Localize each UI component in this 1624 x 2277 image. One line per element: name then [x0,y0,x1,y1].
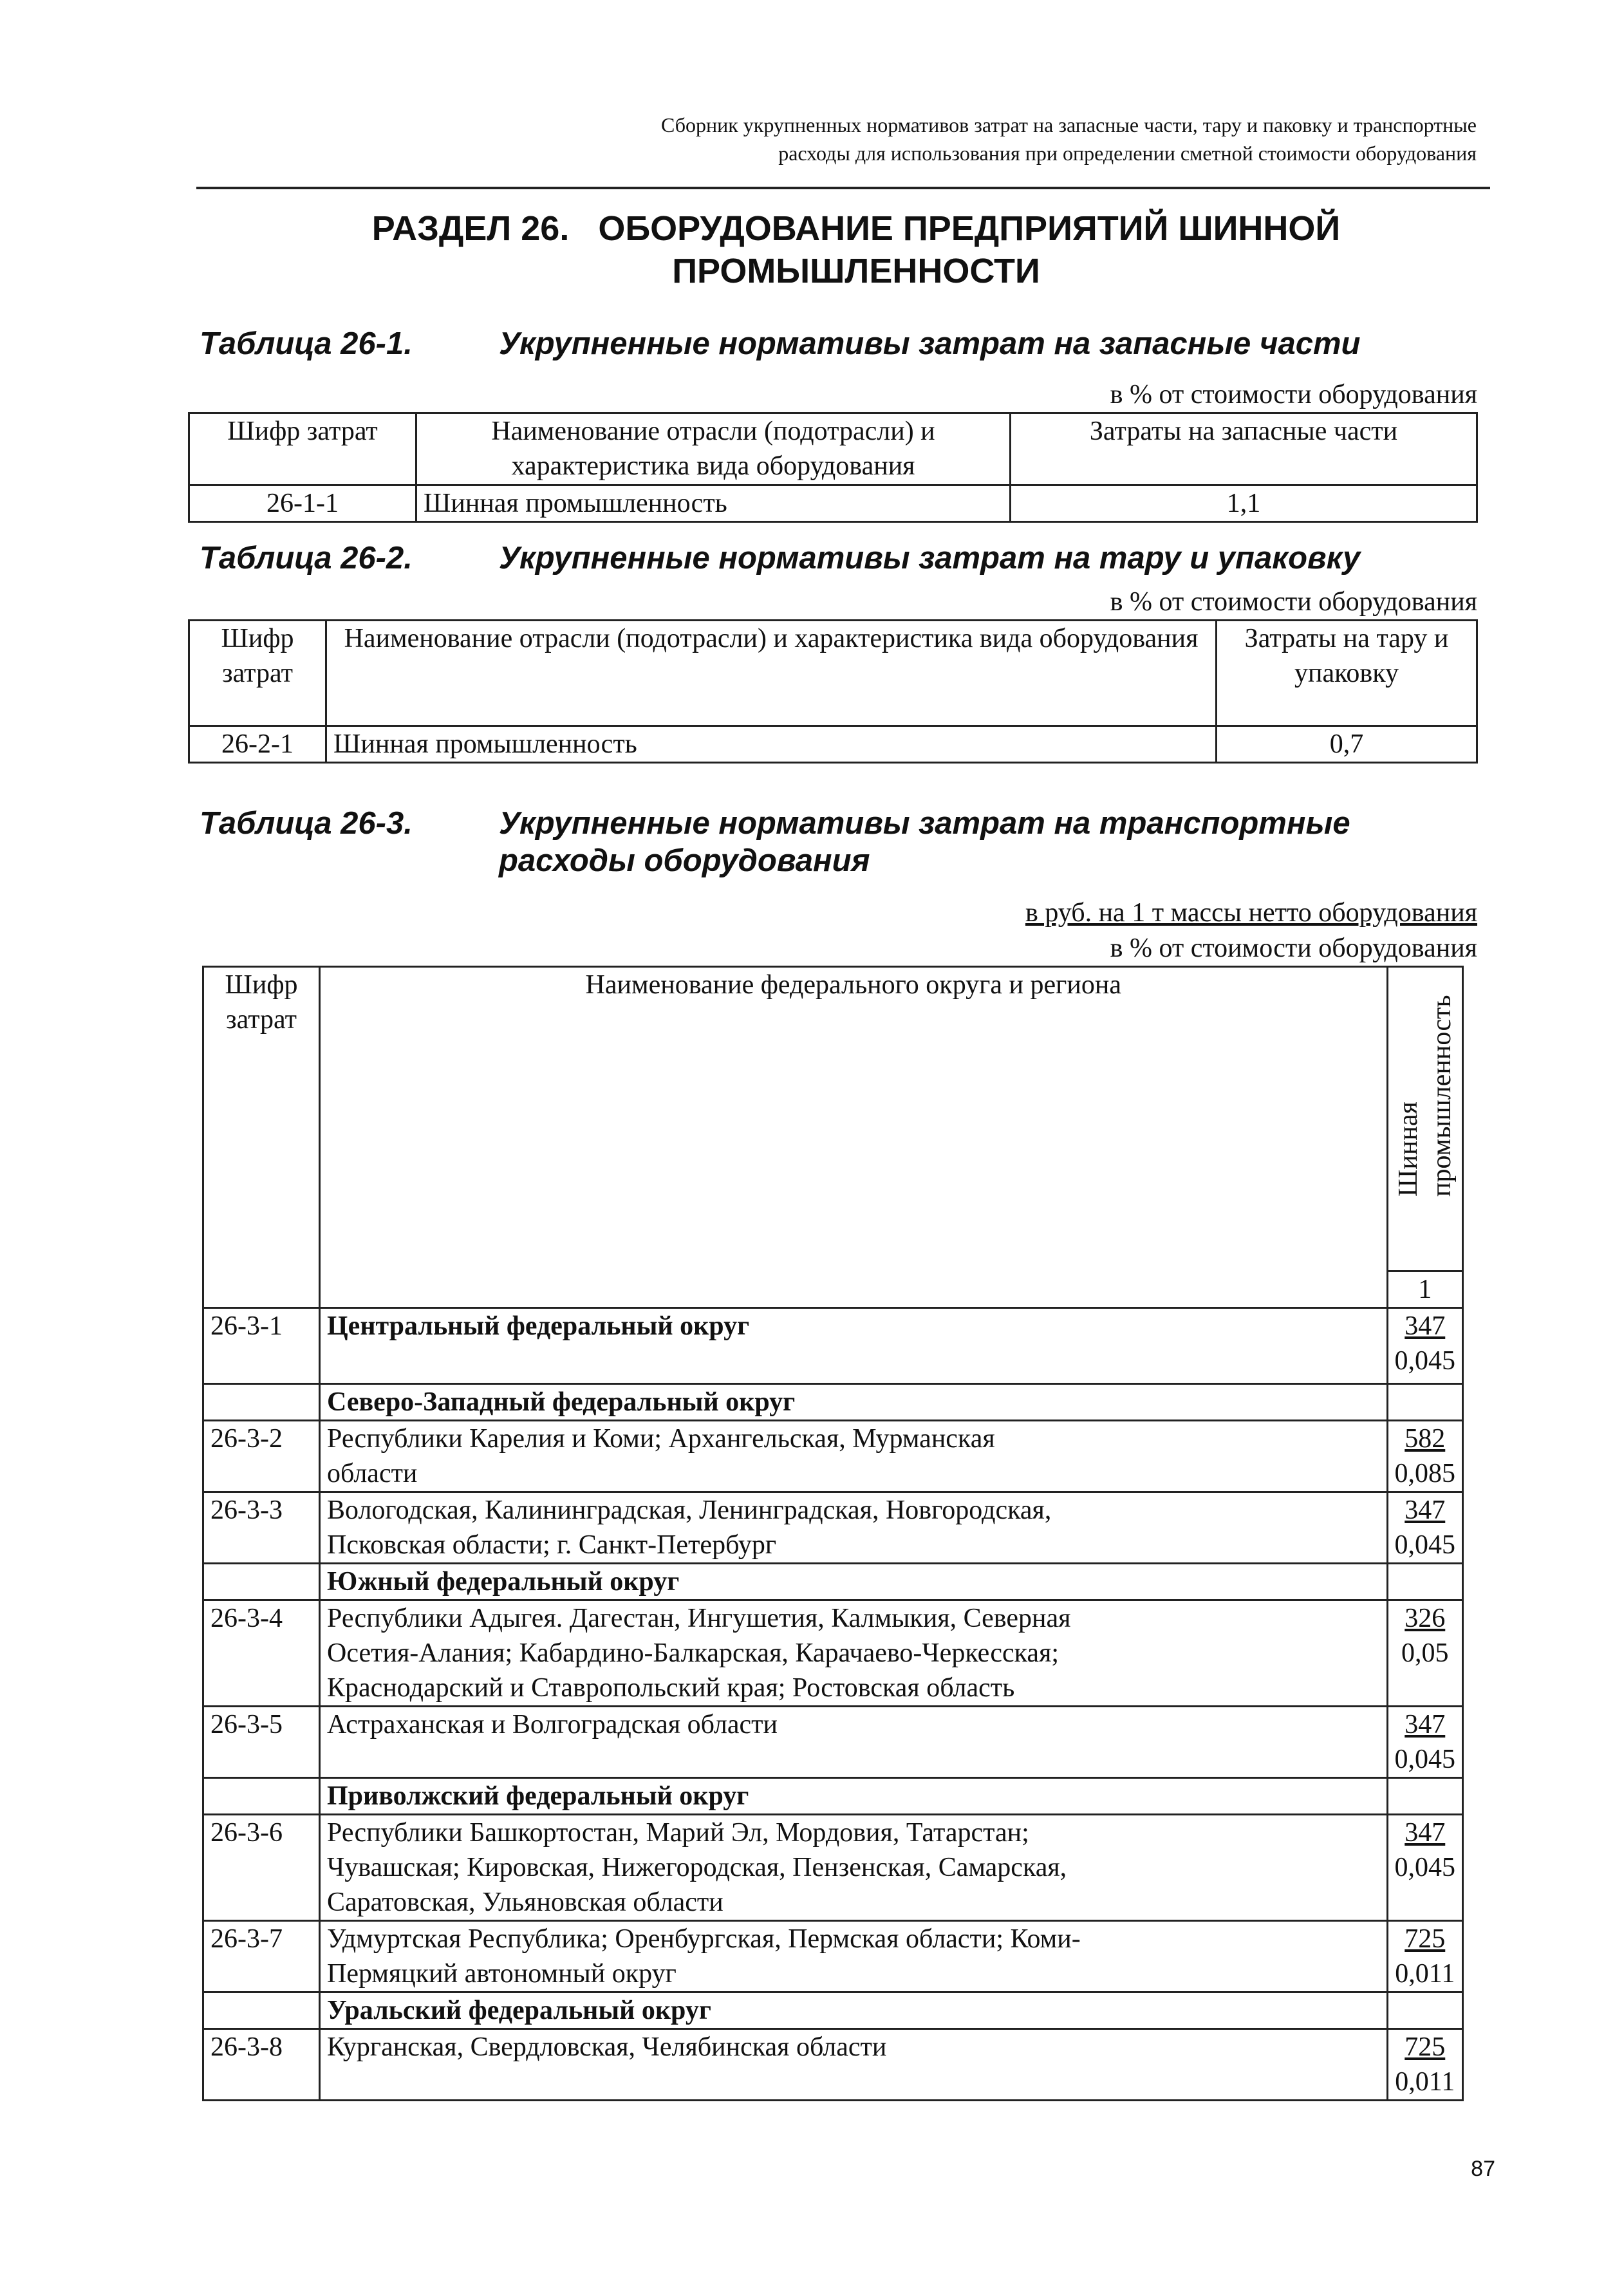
table2-label: Таблица 26-2. [200,541,413,576]
table3-name-line: Осетия-Алания; Кабардино-Балкарская, Карачаево-Черкесская; [327,1638,1059,1668]
table-row [203,1992,1463,2029]
table3 [202,966,1464,2101]
table1-header-value: Затраты на запасные части [1011,413,1477,485]
table3-group-title: Центральный федеральный округ [320,1308,1387,1384]
table3-cell-name [320,1815,1387,1921]
table3-cell-code: 26-3-4 [203,1600,320,1707]
table3-cell-name [320,2029,1387,2101]
table3-cell-value [1387,2029,1463,2101]
table-row [203,1384,1463,1421]
table3-value-rub: 347 [1405,1495,1446,1525]
table3-value-percent: 0,011 [1395,1959,1455,1989]
table3-name-line: Курганская, Свердловская, Челябинская области [327,2032,887,2062]
table2-unit: в % от стоимости оборудования [1110,587,1477,617]
table1-title: Укрупненные нормативы затрат на запасные части [499,326,1361,361]
table3-cell-name [320,1600,1387,1707]
table3-name-line: области [327,1459,418,1488]
table-row [203,1492,1463,1564]
table3-name-line: Республики Адыгея. Дагестан, Ингушетия, Калмыкия, Северная [327,1604,1071,1633]
table2-cell-name: Шинная промышленность [326,726,1217,763]
table3-cell-value [1387,1600,1463,1707]
section-title-line1: РАЗДЕЛ 26. ОБОРУДОВАНИЕ ПРЕДПРИЯТИЙ ШИННОЙ [371,209,1341,248]
table3-name-line: Астраханская и Волгоградская области [327,1710,778,1739]
table3-group-title: Северо-Западный федеральный округ [320,1384,1387,1421]
table-row [189,485,1477,522]
table-row [203,1600,1463,1707]
table3-name-line: Республики Башкортостан, Марий Эл, Мордовия, Татарстан; [327,1818,1029,1848]
running-header-line2: расходы для использования при определении сметной стоимости оборудования [778,142,1477,165]
table3-title [499,805,1350,879]
table3-name-line: Удмуртская Республика; Оренбургская, Пермская области; Коми- [327,1924,1081,1954]
table-row [203,1564,1463,1600]
table3-cell-name [320,1921,1387,1992]
table-row [203,1815,1463,1921]
table3-cell-code: 26-3-7 [203,1921,320,1992]
table3-value-percent: 0,011 [1395,2067,1455,2097]
table3-value-percent: 0,045 [1394,1745,1455,1774]
table1-header-name: Наименование отрасли (подотрасли) и характеристика вида оборудования [416,413,1011,485]
table3-cell-code: 26-3-5 [203,1707,320,1778]
table2-title: Укрупненные нормативы затрат на тару и упаковку [499,541,1361,576]
table1-label: Таблица 26-1. [200,326,413,361]
table-row [203,2029,1463,2101]
table3-name-line: Саратовская, Ульяновская области [327,1888,723,1917]
section-title [245,207,1468,292]
table1-cell-value: 1,1 [1011,485,1477,522]
table-row [203,1921,1463,1992]
table3-name-line: Краснодарский и Ставропольский края; Ростовская область [327,1673,1015,1703]
table3-header-col [1387,967,1463,1271]
table3-group-title: Южный федеральный округ [320,1564,1387,1600]
table3-value-percent: 0,045 [1394,1346,1455,1376]
table3-cell-value [1387,1308,1463,1384]
running-header [193,111,1477,167]
table3-title-line2: расходы оборудования [499,843,870,878]
table3-value-rub: 582 [1405,1424,1446,1454]
table-row [189,726,1477,763]
table3-header-code: Шифр затрат [203,967,320,1308]
table3-value-rub: 347 [1405,1818,1446,1848]
table3-cell-name [320,1492,1387,1564]
table3-cell-value [1387,1815,1463,1921]
table2-cell-code: 26-2-1 [189,726,326,763]
table2-header-code: Шифр затрат [189,621,326,726]
table3-cell-value [1387,1492,1463,1564]
table-row [203,1421,1463,1492]
table-row [203,1778,1463,1815]
table3-cell-name [320,1421,1387,1492]
table3-value-rub: 725 [1405,2032,1446,2062]
table3-cell-name [320,1707,1387,1778]
table3-cell-value [1387,1707,1463,1778]
table3-value-percent: 0,05 [1401,1638,1449,1668]
table1-cell-code: 26-1-1 [189,485,416,522]
section-title-line2: ПРОМЫШЛЕННОСТИ [672,252,1040,290]
table3-name-line: Чувашская; Кировская, Нижегородская, Пензенская, Самарская, [327,1853,1067,1882]
table3-unit-percent: в % от стоимости оборудования [1110,933,1477,963]
table-row [203,1707,1463,1778]
table3-value-rub: 326 [1405,1604,1446,1633]
table3-cell-code: 26-3-8 [203,2029,320,2101]
table1-unit: в % от стоимости оборудования [1110,380,1477,409]
table3-header-col-line2: промышленность [1426,995,1457,1197]
table3-name-line: Пермяцкий автономный округ [327,1959,677,1989]
table3-name-line: Республики Карелия и Коми; Архангельская, Мурманская [327,1424,995,1454]
table3-header-row [203,967,1463,1271]
table-row [203,1308,1463,1384]
table2-header-name: Наименование отрасли (подотрасли) и характеристика вида оборудования [326,621,1217,726]
table3-header-col-line1: Шинная [1393,1101,1423,1197]
table3-header-col-text [1392,995,1459,1197]
table3-value-rub: 347 [1405,1311,1446,1341]
table2-header-row [189,621,1477,726]
running-header-line1: Сборник укрупненных нормативов затрат на запасные части, тару и паковку и транспортные [660,113,1477,136]
page-number: 87 [1471,2157,1495,2181]
table3-title-line1: Укрупненные нормативы затрат на транспортные [499,806,1350,841]
table3-value-percent: 0,085 [1394,1459,1455,1488]
table2-header-value: Затраты на тару и упаковку [1217,621,1477,726]
table3-group-title: Уральский федеральный округ [320,1992,1387,2029]
table3-cell-code: 26-3-2 [203,1421,320,1492]
header-rule [196,187,1490,189]
table3-name-line: Вологодская, Калининградская, Ленинградская, Новгородская, [327,1495,1052,1525]
table3-value-percent: 0,045 [1394,1530,1455,1560]
table1-header-row [189,413,1477,485]
table3-value-rub: 347 [1405,1710,1446,1739]
table3-header-name: Наименование федерального округа и региона [320,967,1387,1308]
table3-group-title: Приволжский федеральный округ [320,1778,1387,1815]
table3-value-percent: 0,045 [1394,1853,1455,1882]
table3-cell-code: 26-3-6 [203,1815,320,1921]
table3-cell-code: 26-3-1 [203,1308,320,1384]
table3-label: Таблица 26-3. [200,806,413,841]
table3-value-rub: 725 [1405,1924,1446,1954]
table3-header-col-num: 1 [1387,1271,1463,1308]
table3-name-line: Псковская области; г. Санкт-Петербург [327,1530,777,1560]
table3-cell-value [1387,1421,1463,1492]
table2 [188,619,1478,764]
table1-cell-name: Шинная промышленность [416,485,1011,522]
table3-unit-mass: в руб. на 1 т массы нетто оборудования [1025,898,1477,928]
table3-cell-code: 26-3-3 [203,1492,320,1564]
table1-header-code: Шифр затрат [189,413,416,485]
table1 [188,412,1478,523]
table3-cell-value [1387,1921,1463,1992]
table2-cell-value: 0,7 [1217,726,1477,763]
